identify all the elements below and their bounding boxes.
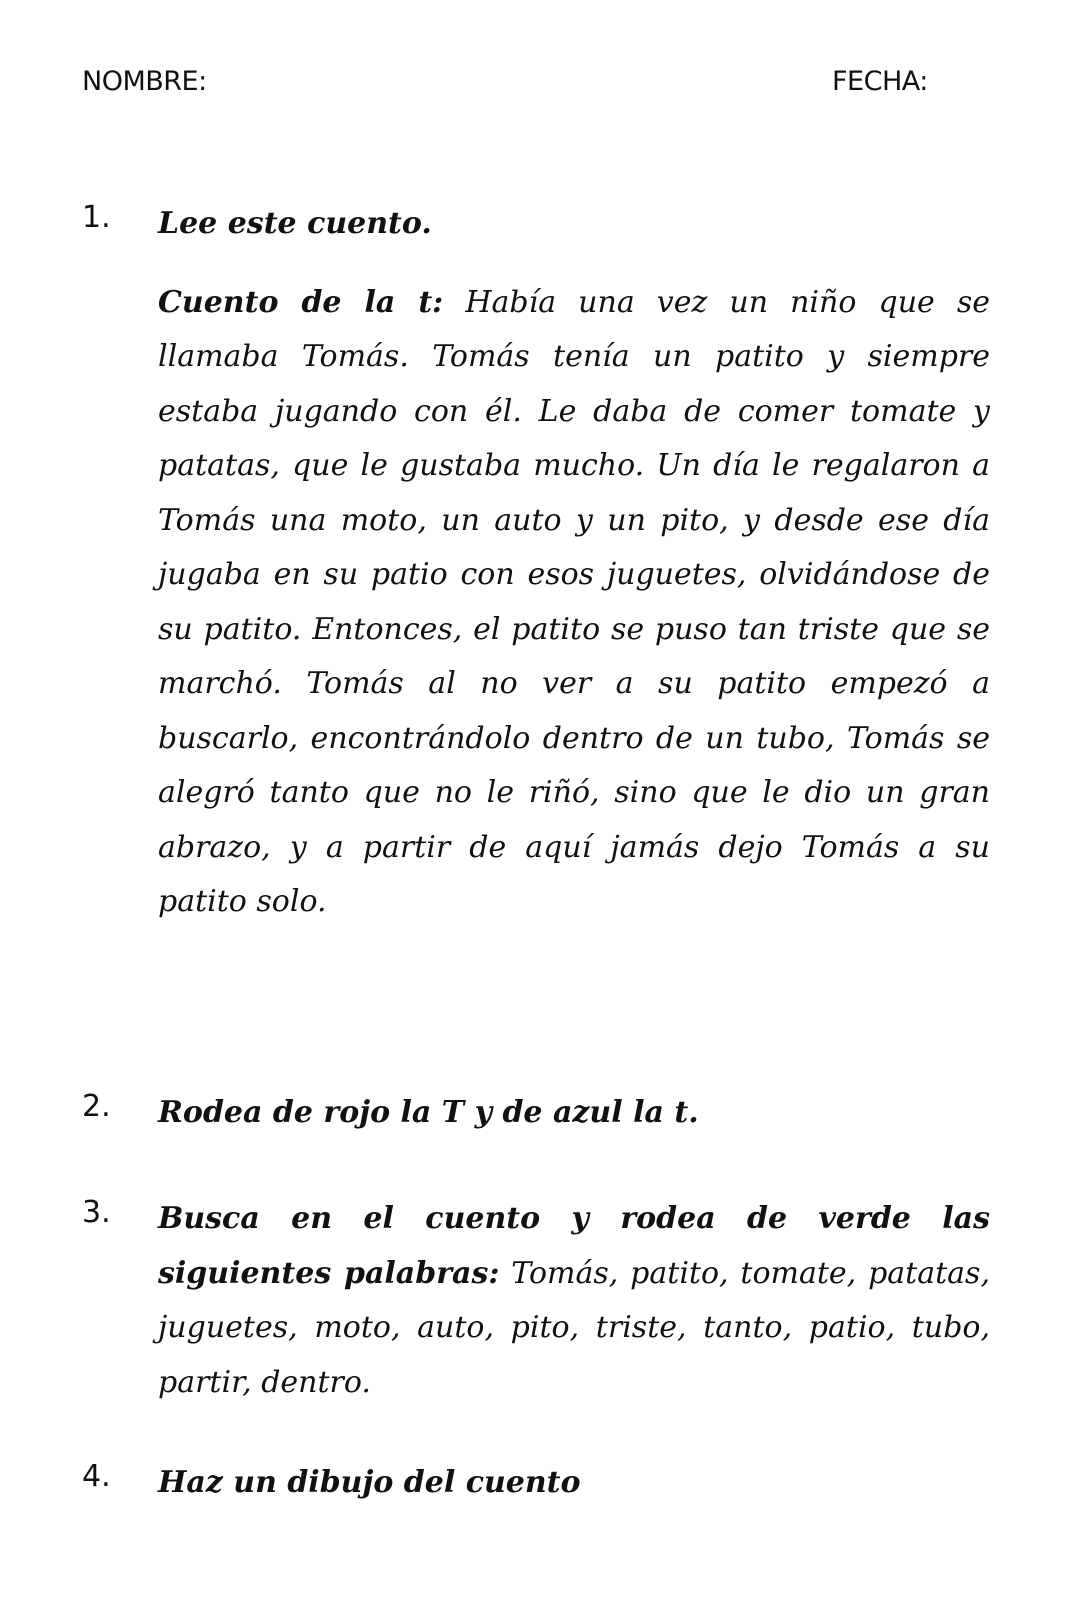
exercise-body [158,197,990,930]
exercise-number: 4. [82,1459,111,1494]
exercise-body [158,1456,990,1511]
exercise-body [158,1192,990,1410]
exercise-instruction: Haz un dibujo del cuento [158,1465,581,1500]
exercise-number: 3. [82,1195,111,1230]
exercise-body [158,1086,990,1141]
date-label: FECHA: [832,66,928,97]
story-text: Había una vez un niño que se llamaba Tomás. Tomás tenía un patito y siempre estaba jugando con él. Le daba de comer tomate y patatas, que le gustaba mucho. Un día le regalaron a Tomás una moto, un auto y un pito, y desde ese día jugaba en su patio con esos juguetes, olvidándose de su patito. Entonces, el patito se puso tan triste que se marchó. Tomás al no ver a su patito empezó a buscarlo, encontrándolo dentro de un tubo, Tomás se alegró tanto que no le riñó, sino que le dio un gran abrazo, y a partir de aquí jamás dejo Tomás a su patito solo. [158,284,990,919]
exercise-instruction: Rodea de rojo la T y de azul la t. [158,1095,699,1130]
story-paragraph [158,276,990,930]
exercise-number: 2. [82,1089,111,1124]
exercise-instruction: Busca en el cuento y rodea de verde las siguientes palabras: [158,1201,990,1291]
exercise-instruction: Lee este cuento. [158,206,432,241]
story-title: Cuento de la t: [158,284,444,320]
word-list: Tomás, patito, tomate, patatas, juguetes, moto, auto, pito, triste, tanto, patio, tubo, partir, dentro. [158,1255,990,1400]
exercise-number: 1. [82,200,111,235]
name-label: NOMBRE: [82,66,207,97]
